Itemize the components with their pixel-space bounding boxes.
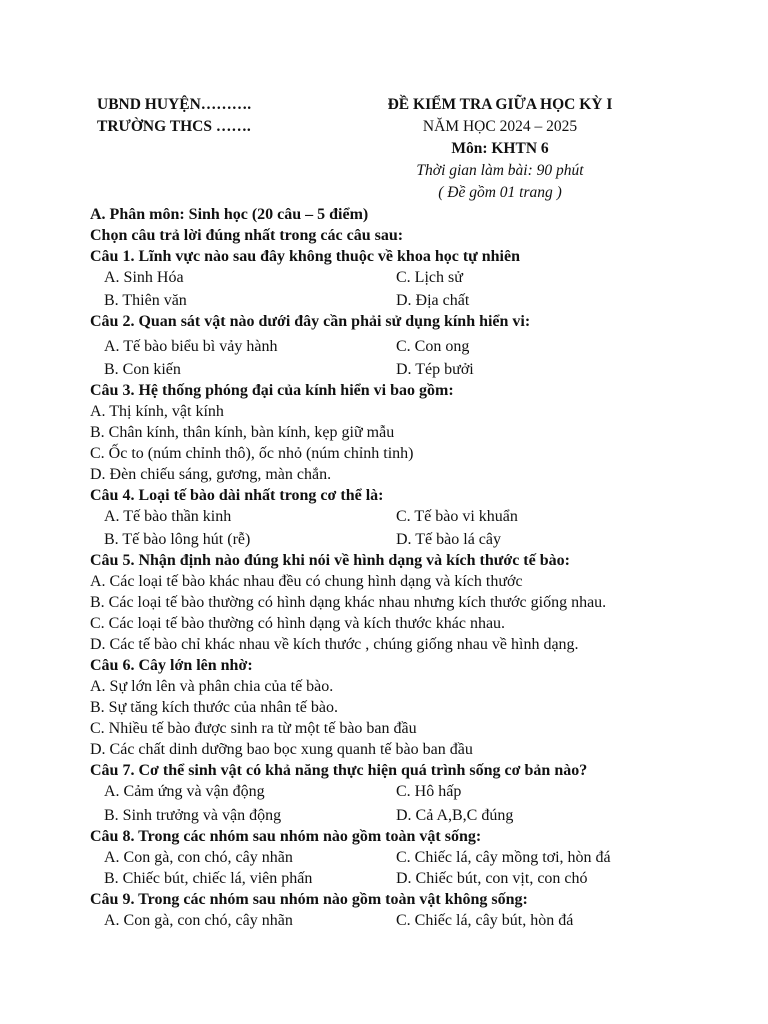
question-2: Câu 2. Quan sát vật nào dưới đây cần phải sử dụng kính hiển vi: [90,313,531,330]
answer-row [90,805,730,826]
answer-option: C. Tế bào vi khuẩn [396,508,518,525]
answer-option: D. Địa chất [396,292,470,309]
question-9: Câu 9. Trong các nhóm sau nhóm nào gồm toàn vật không sống: [90,891,528,908]
answer-option: D. Đèn chiếu sáng, gương, màn chắn. [90,466,332,483]
answer-option: A. Cảm ứng và vận động [104,783,265,800]
answer-option: B. Sinh trưởng và vận động [104,807,282,824]
answer-option: D. Tế bào lá cây [396,531,501,548]
answer-row [90,336,730,357]
answer-option: C. Hô hấp [396,783,462,800]
time-limit: Thời gian làm bài: 90 phút [416,162,584,179]
answer-option: C. Các loại tế bào thường có hình dạng và kích thước khác nhau. [90,615,506,632]
answer-option: A. Tế bào biểu bì vảy hành [104,338,278,355]
question-4: Câu 4. Loại tế bào dài nhất trong cơ thể là: [90,487,384,504]
answer-row [90,781,730,802]
question-6: Câu 6. Cây lớn lên nhờ: [90,657,253,674]
subject: Môn: KHTN 6 [451,140,549,157]
answer-option: D. Tép bưởi [396,361,474,378]
school-year: NĂM HỌC 2024 – 2025 [422,118,578,135]
answer-option: C. Lịch sử [396,269,463,286]
question-5: Câu 5. Nhận định nào đúng khi nói về hình dạng và kích thước tế bào: [90,552,570,569]
answer-row [90,529,730,550]
exam-header [340,94,660,204]
answer-option: B. Tế bào lông hút (rễ) [104,531,251,548]
answer-option: D. Các chất dinh dưỡng bao bọc xung quanh tế bào ban đầu [90,741,473,758]
answer-option: A. Thị kính, vật kính [90,403,224,420]
page-count: ( Đề gồm 01 trang ) [438,184,562,201]
exam-content [90,204,730,931]
answer-row [90,267,730,288]
answer-option: A. Con gà, con chó, cây nhãn [104,849,293,866]
answer-row [90,847,730,868]
answer-option: C. Chiếc lá, cây mồng tơi, hòn đá [396,849,611,866]
answer-option: A. Sinh Hóa [104,269,184,286]
answer-option: B. Các loại tế bào thường có hình dạng khác nhau nhưng kích thước giống nhau. [90,594,607,611]
district-label: UBND HUYỆN………. [97,96,252,113]
answer-option: A. Tế bào thần kinh [104,508,232,525]
answer-option: A. Sự lớn lên và phân chia của tế bào. [90,678,334,695]
answer-row [90,910,730,931]
question-1: Câu 1. Lĩnh vực nào sau đây không thuộc về khoa học tự nhiên [90,248,520,265]
answer-option: D. Cả A,B,C đúng [396,807,514,824]
answer-option: C. Chiếc lá, cây bút, hòn đá [396,912,574,929]
instruction: Chọn câu trả lời đúng nhất trong các câu sau: [90,227,404,244]
answer-row [90,506,730,527]
answer-option: B. Con kiến [104,361,181,378]
question-8: Câu 8. Trong các nhóm sau nhóm nào gồm toàn vật sống: [90,828,482,845]
exam-title: ĐỀ KIỂM TRA GIỮA HỌC KỲ I [387,96,613,113]
answer-option: D. Chiếc bút, con vịt, con chó [396,870,588,887]
question-7: Câu 7. Cơ thể sinh vật có khả năng thực hiện quá trình sống cơ bản nào? [90,762,588,779]
answer-row [90,359,730,380]
answer-option: B. Sự tăng kích thước của nhân tế bào. [90,699,338,716]
school-header [97,94,357,138]
answer-option: C. Nhiều tế bào được sinh ra từ một tế bào ban đầu [90,720,417,737]
answer-option: B. Thiên văn [104,292,187,309]
question-3: Câu 3. Hệ thống phóng đại của kính hiển vi bao gồm: [90,382,454,399]
answer-option: C. Con ong [396,338,470,355]
answer-option: A. Các loại tế bào khác nhau đều có chung hình dạng và kích thước [90,573,523,590]
answer-row [90,868,730,889]
school-label: TRƯỜNG THCS ……. [97,118,251,135]
answer-option: C. Ốc to (núm chỉnh thô), ốc nhỏ (núm chỉnh tinh) [90,445,414,462]
answer-row [90,290,730,311]
answer-option: B. Chân kính, thân kính, bàn kính, kẹp giữ mẫu [90,424,395,441]
answer-option: D. Các tế bào chỉ khác nhau về kích thước , chúng giống nhau về hình dạng. [90,636,579,653]
answer-option: B. Chiếc bút, chiếc lá, viên phấn [104,870,313,887]
answer-option: A. Con gà, con chó, cây nhãn [104,912,293,929]
section-title: A. Phân môn: Sinh học (20 câu – 5 điểm) [90,206,369,223]
